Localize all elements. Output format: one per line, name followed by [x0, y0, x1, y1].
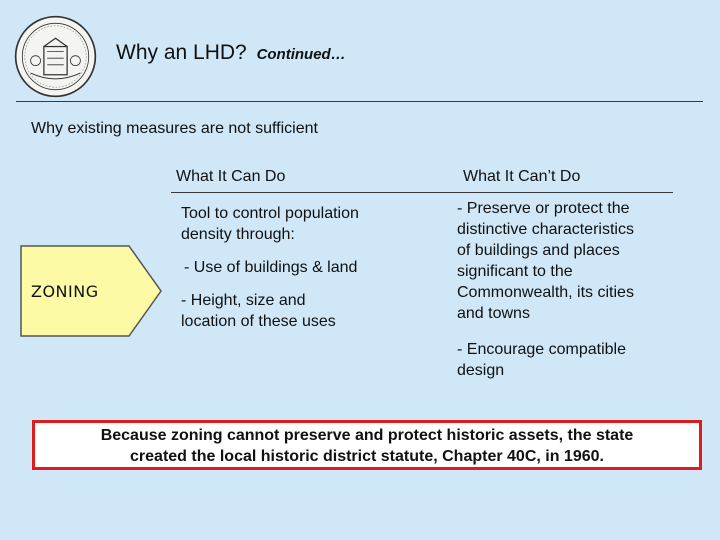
- cannot-do-heading: What It Can’t Do: [463, 168, 581, 185]
- can-do-line: density through:: [181, 226, 295, 243]
- cannot-do-item-preserve: [457, 198, 634, 324]
- page-title: [116, 41, 346, 65]
- can-do-intro: [181, 203, 359, 245]
- callout-line: Because zoning cannot preserve and protect historic assets, the state: [100, 427, 634, 444]
- cannot-do-line: distinctive characteristics: [457, 221, 634, 238]
- can-do-line: - Height, size and: [181, 292, 306, 309]
- cannot-do-line: Commonwealth, its cities: [457, 284, 634, 301]
- cannot-do-line: - Preserve or protect the: [457, 200, 630, 217]
- cannot-do-line: and towns: [457, 305, 530, 322]
- columns-divider: [171, 192, 673, 193]
- cannot-do-line: of buildings and places: [457, 242, 620, 259]
- zoning-label: ZONING: [31, 282, 99, 301]
- title-main: Why an LHD?: [116, 41, 247, 64]
- cannot-do-line: significant to the: [457, 263, 573, 280]
- callout-line: created the local historic district statute, Chapter 40C, in 1960.: [130, 448, 604, 465]
- cannot-do-item-design: [457, 339, 626, 381]
- can-do-line: location of these uses: [181, 313, 336, 330]
- state-seal-icon: [14, 15, 97, 98]
- can-do-line: Tool to control population: [181, 205, 359, 222]
- header-divider: [16, 101, 703, 102]
- title-subtitle: Continued…: [256, 46, 346, 63]
- cannot-do-line: - Encourage compatible: [457, 341, 626, 358]
- cannot-do-line: design: [457, 362, 505, 379]
- can-do-heading: What It Can Do: [176, 168, 286, 185]
- intro-text: Why existing measures are not sufficient: [31, 120, 318, 137]
- can-do-item-use: - Use of buildings & land: [184, 259, 358, 276]
- can-do-item-height: [181, 290, 336, 332]
- conclusion-callout-text: [32, 425, 702, 467]
